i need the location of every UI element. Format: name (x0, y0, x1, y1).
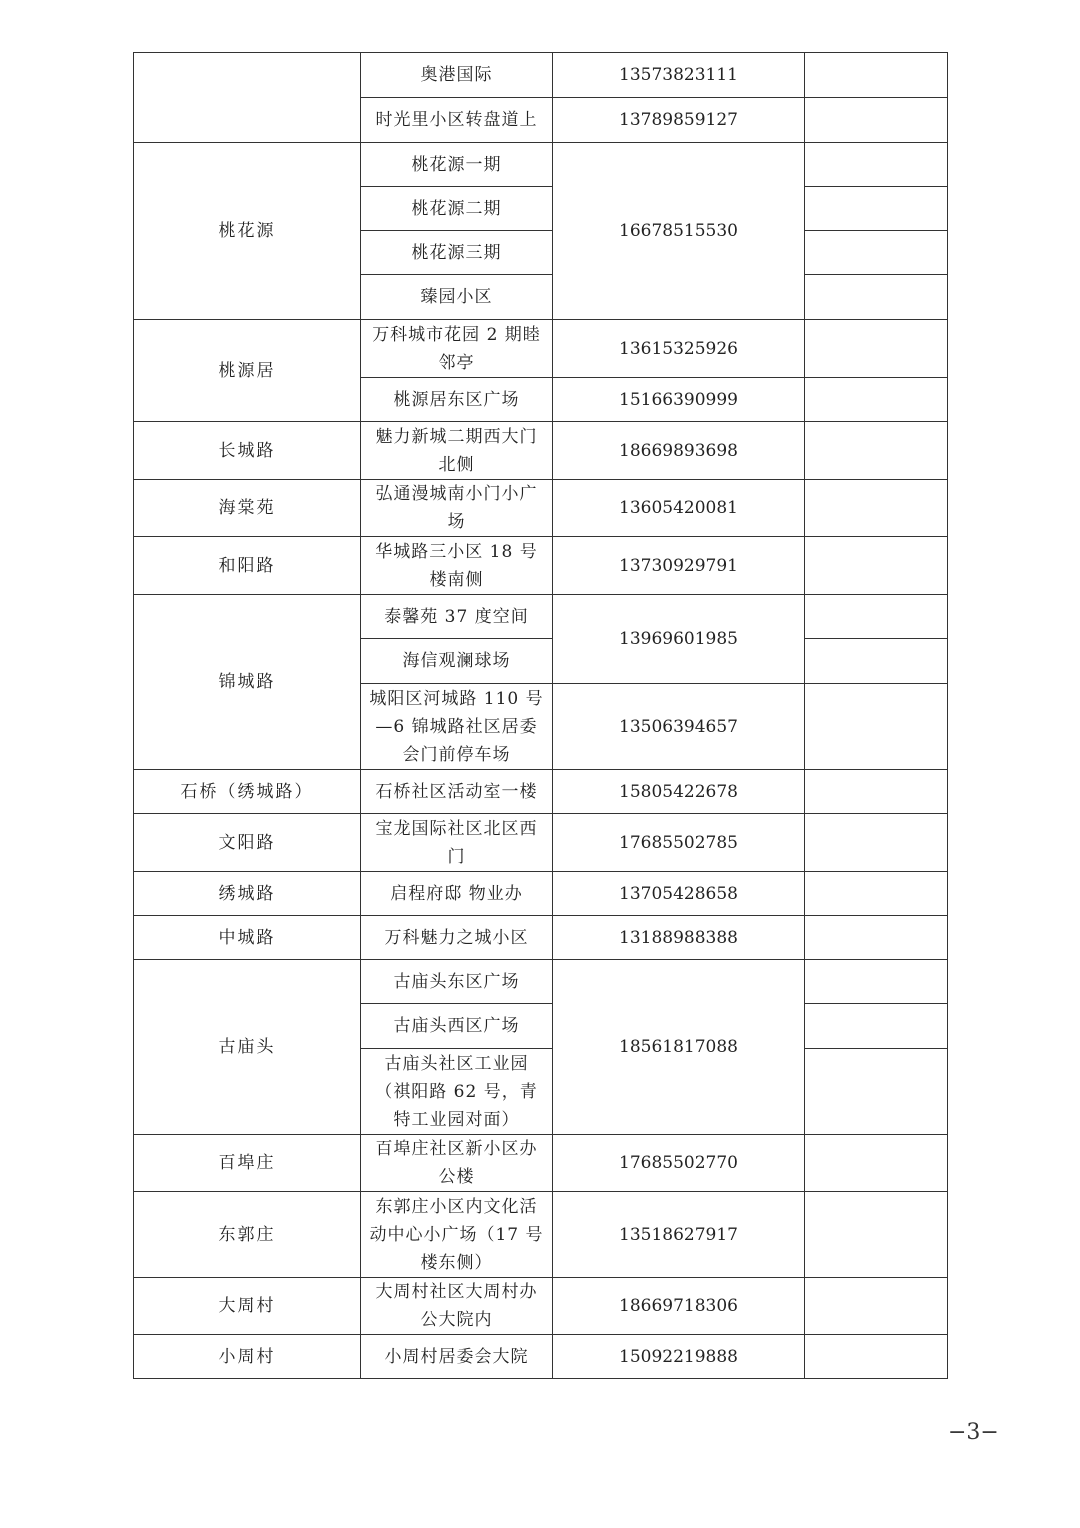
community-cell: 桃花源 (134, 143, 361, 320)
table-row (134, 814, 948, 872)
remark-cell (805, 639, 948, 684)
remark-cell (805, 872, 948, 916)
table-row (134, 143, 948, 187)
remark-cell (805, 1278, 948, 1335)
phone-cell: 13605420081 (553, 480, 805, 537)
community-cell: 东郭庄 (134, 1192, 361, 1278)
community-cell: 桃源居 (134, 320, 361, 422)
phone-cell: 13789859127 (553, 98, 805, 143)
remark-cell (805, 1004, 948, 1049)
community-cell: 中城路 (134, 916, 361, 960)
remark-cell (805, 422, 948, 480)
remark-cell (805, 814, 948, 872)
service-point-cell: 桃花源三期 (361, 231, 553, 275)
community-cell: 小周村 (134, 1335, 361, 1379)
table-row (134, 1135, 948, 1192)
remark-cell (805, 916, 948, 960)
community-cell: 百埠庄 (134, 1135, 361, 1192)
remark-cell (805, 320, 948, 378)
phone-cell: 13518627917 (553, 1192, 805, 1278)
remark-cell (805, 1335, 948, 1379)
community-cell: 石桥（绣城路） (134, 770, 361, 814)
remark-cell (805, 275, 948, 320)
remark-cell (805, 595, 948, 639)
service-point-cell: 古庙头社区工业园（祺阳路 62 号，青特工业园对面） (361, 1049, 553, 1135)
remark-cell (805, 684, 948, 770)
remark-cell (805, 187, 948, 231)
service-point-cell: 泰馨苑 37 度空间 (361, 595, 553, 639)
phone-cell: 16678515530 (553, 143, 805, 320)
remark-cell (805, 378, 948, 422)
phone-cell: 13188988388 (553, 916, 805, 960)
remark-cell (805, 98, 948, 143)
community-cell: 锦城路 (134, 595, 361, 770)
service-point-cell: 臻园小区 (361, 275, 553, 320)
phone-cell: 13506394657 (553, 684, 805, 770)
table-row (134, 916, 948, 960)
table-row (134, 53, 948, 98)
phone-cell: 13615325926 (553, 320, 805, 378)
community-cell: 大周村 (134, 1278, 361, 1335)
service-point-cell: 桃花源一期 (361, 143, 553, 187)
service-point-cell: 桃源居东区广场 (361, 378, 553, 422)
service-point-cell: 启程府邸 物业办 (361, 872, 553, 916)
phone-cell: 15166390999 (553, 378, 805, 422)
community-cell: 和阳路 (134, 537, 361, 595)
community-cell: 文阳路 (134, 814, 361, 872)
remark-cell (805, 770, 948, 814)
phone-cell: 18669893698 (553, 422, 805, 480)
phone-cell: 17685502770 (553, 1135, 805, 1192)
phone-cell: 13705428658 (553, 872, 805, 916)
table-row (134, 537, 948, 595)
remark-cell (805, 960, 948, 1004)
table-row (134, 770, 948, 814)
table-row (134, 320, 948, 378)
phone-cell: 17685502785 (553, 814, 805, 872)
page-number: −3− (948, 1420, 999, 1445)
table-row (134, 1278, 948, 1335)
phone-cell: 15092219888 (553, 1335, 805, 1379)
community-cell: 海棠苑 (134, 480, 361, 537)
service-point-cell: 万科魅力之城小区 (361, 916, 553, 960)
service-point-cell: 魅力新城二期西大门北侧 (361, 422, 553, 480)
community-cell: 古庙头 (134, 960, 361, 1135)
remark-cell (805, 1049, 948, 1135)
phone-cell: 18669718306 (553, 1278, 805, 1335)
phone-cell: 13969601985 (553, 595, 805, 684)
service-point-cell: 古庙头西区广场 (361, 1004, 553, 1049)
service-point-cell: 华城路三小区 18 号楼南侧 (361, 537, 553, 595)
community-cell (134, 53, 361, 143)
remark-cell (805, 1192, 948, 1278)
service-point-cell: 古庙头东区广场 (361, 960, 553, 1004)
remark-cell (805, 143, 948, 187)
phone-cell: 15805422678 (553, 770, 805, 814)
service-point-cell: 海信观澜球场 (361, 639, 553, 684)
phone-cell: 13730929791 (553, 537, 805, 595)
service-point-cell: 石桥社区活动室一楼 (361, 770, 553, 814)
remark-cell (805, 480, 948, 537)
remark-cell (805, 1135, 948, 1192)
service-point-cell: 时光里小区转盘道上 (361, 98, 553, 143)
service-points-table (133, 52, 948, 1379)
service-point-cell: 宝龙国际社区北区西门 (361, 814, 553, 872)
table-row (134, 872, 948, 916)
remark-cell (805, 231, 948, 275)
service-point-cell: 百埠庄社区新小区办公楼 (361, 1135, 553, 1192)
service-point-cell: 小周村居委会大院 (361, 1335, 553, 1379)
service-point-cell: 万科城市花园 2 期睦邻亭 (361, 320, 553, 378)
service-point-cell: 桃花源二期 (361, 187, 553, 231)
table-row (134, 480, 948, 537)
table-row (134, 595, 948, 639)
service-point-cell: 城阳区河城路 110 号—6 锦城路社区居委会门前停车场 (361, 684, 553, 770)
remark-cell (805, 53, 948, 98)
service-point-cell: 弘通漫城南小门小广场 (361, 480, 553, 537)
service-point-cell: 东郭庄小区内文化活动中心小广场（17 号楼东侧） (361, 1192, 553, 1278)
community-cell: 绣城路 (134, 872, 361, 916)
table-row (134, 960, 948, 1004)
phone-cell: 18561817088 (553, 960, 805, 1135)
table-row (134, 422, 948, 480)
service-point-cell: 大周村社区大周村办公大院内 (361, 1278, 553, 1335)
table-row (134, 1192, 948, 1278)
table-row (134, 1335, 948, 1379)
phone-cell: 13573823111 (553, 53, 805, 98)
community-cell: 长城路 (134, 422, 361, 480)
service-point-cell: 奥港国际 (361, 53, 553, 98)
remark-cell (805, 537, 948, 595)
